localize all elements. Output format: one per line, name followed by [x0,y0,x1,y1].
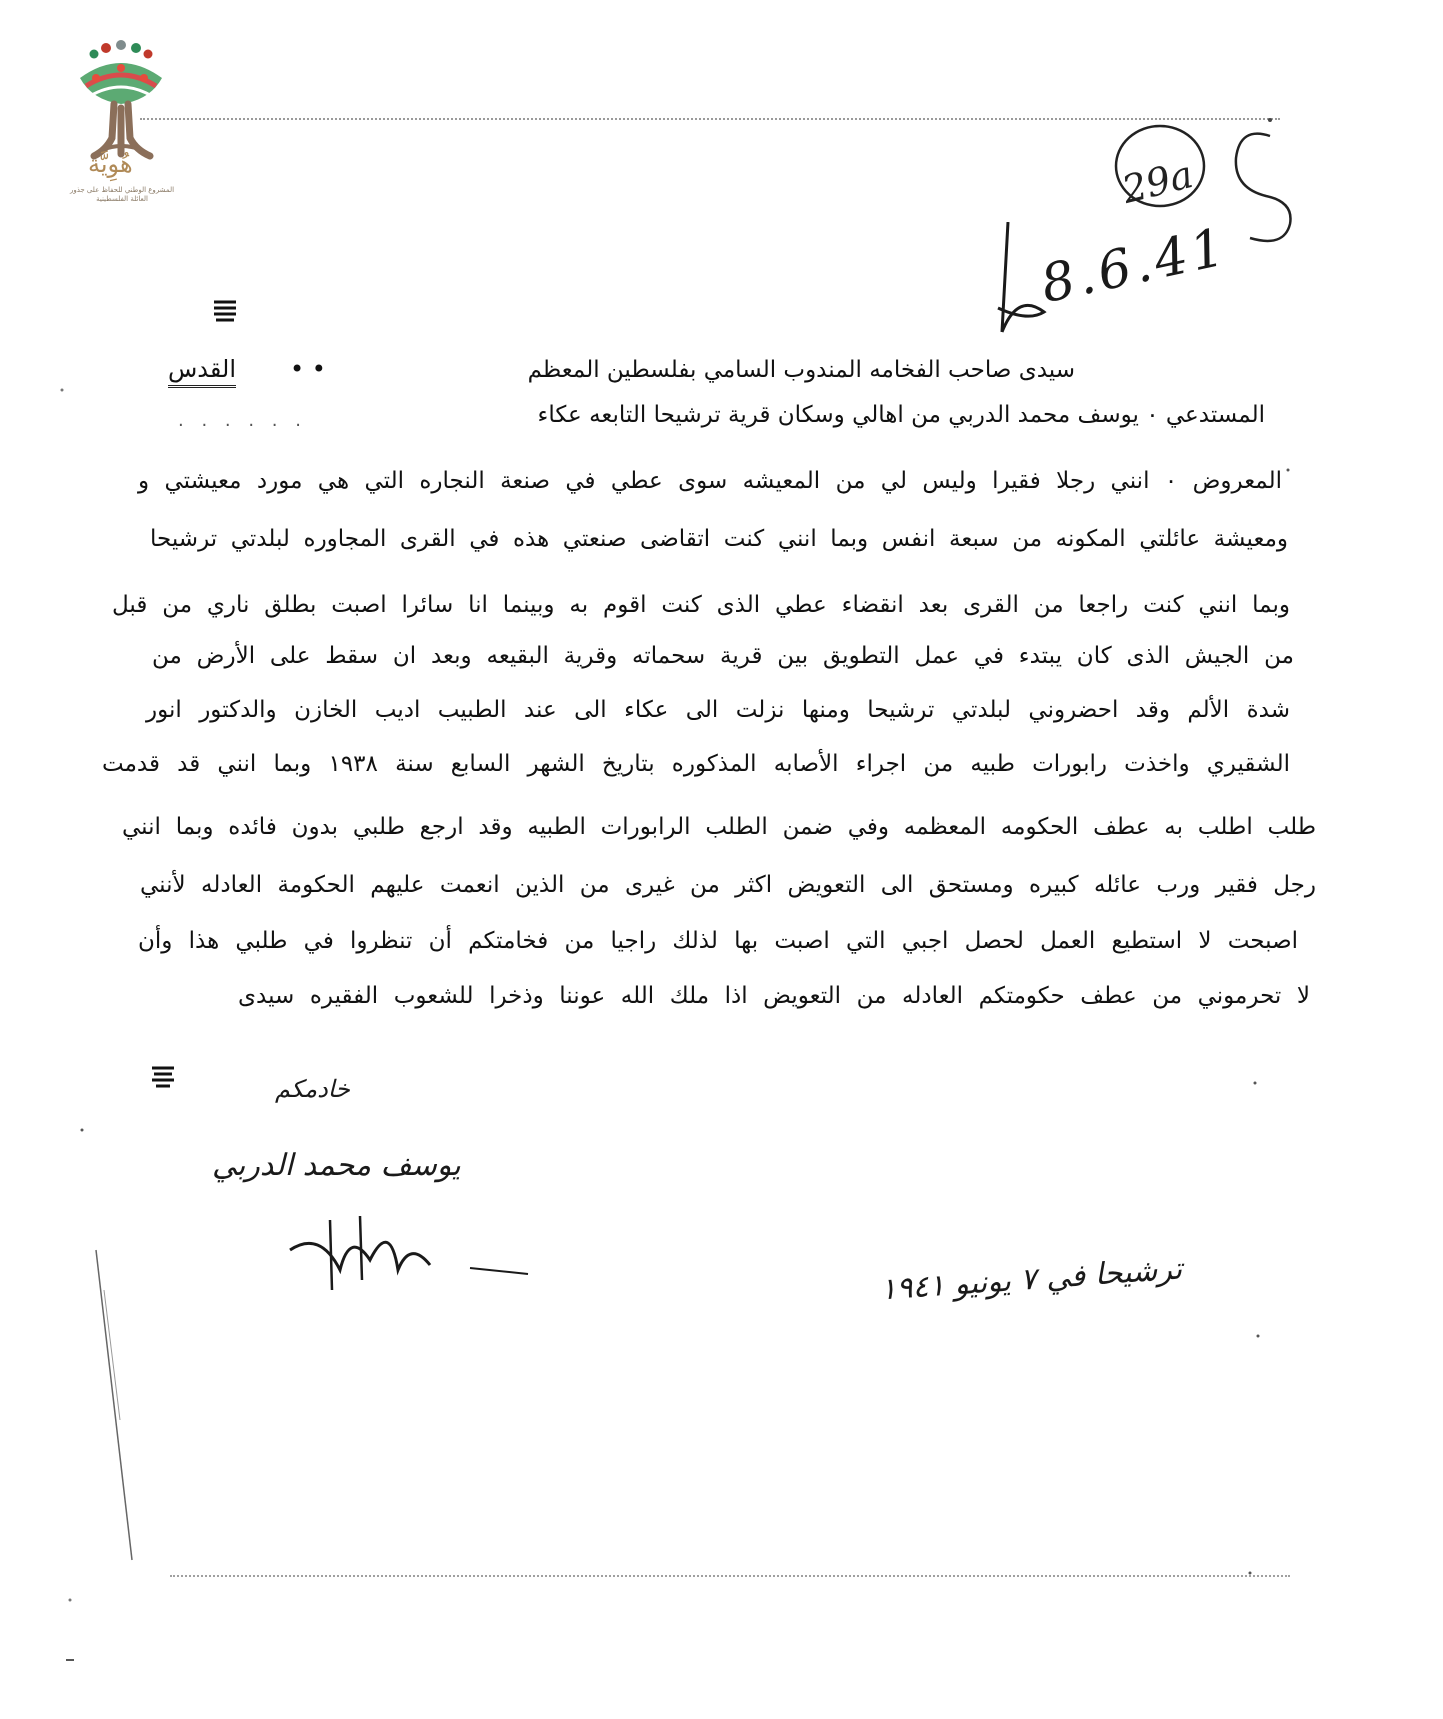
petitioner-line: المستدعي ٠ يوسف محمد الدربي من اهالي وسكان قرية ترشيحا التابعه عكاء [537,402,1265,428]
body-line: طلب اطلب به عطف الحكومه المعظمه وفي ضمن الطلب الرابورات الطبيه وقد ارجع طلبي بدون فائده وبما انني [122,814,1316,840]
servant-label: خادمكم [275,1075,350,1103]
body-line: شدة الألم وقد احضروني لبلدتي ترشيحا ومنها نزلت الى عكاء الى عند الطبيب اديب الخازن والدكتور انور [146,697,1290,723]
logo-tagline: المشروع الوطني للحفاظ على جذور العائلة الفلسطينية [69,186,175,203]
body-line: رجل فقير ورب عائله كبيره ومستحق الى التعويض اكثر من غيرى من الذين انعمت عليهم الحكومة العادله لأنني [140,872,1316,898]
signer-name: يوسف محمد الدربي [212,1148,461,1183]
body-line: وبما انني كنت راجعا من القرى بعد انقضاء عطي الذى كنت اقوم به وبينما انا سائرا اصبت بطلق ناري من قبل [112,592,1290,618]
body-line: المعروض ٠ انني رجلا فقيرا وليس لي من المعيشه سوى عطي في صنعة النجاره التي هي مورد معيشتي و [138,468,1282,494]
body-line: ومعيشة عائلتي المكونه من سبعة انفس وبما انني كنت اتقاضى صنعتي هذه في القرى المجاوره لبلدتي ترشيحا [150,526,1288,552]
place-and-date: ترشيحا في ٧ يونيو ١٩٤١ [879,1251,1184,1308]
folio-number: 29a [1117,152,1198,212]
addressee-line: سيدى صاحب الفخامه المندوب السامي بفلسطين المعظم [527,357,1075,383]
dotted-filler: . . . . . . [178,410,307,431]
body-line: الشقيري واخذت رابورات طبيه من اجراء الأصابه المذكوره بتاريخ الشهر السابع سنة ١٩٣٨ وبما انني قد قدمت [102,751,1290,777]
body-line: لا تحرموني من عطف حكومتكم العادله من التعويض اذا ملك الله عوننا وذخرا للشعوب الفقيره سيدى [238,983,1310,1009]
header-separator: • • [290,355,326,383]
handwritten-date: 8.6.41 [1035,216,1234,316]
body-line: اصبحت لا استطيع العمل لحصل اجبي التي اصبت بها لذلك راجيا من فخامتكم أن تنظروا في طلبي هذا وأن [138,928,1298,954]
city-name: القدس [168,355,236,388]
body-line: من الجيش الذى كان يبتدء في عمل التطويق بين قرية سحماته وقرية البقيعه وبعد ان سقط على الأرض من [152,643,1294,669]
logo-name: هُوِيَّة [88,150,133,178]
